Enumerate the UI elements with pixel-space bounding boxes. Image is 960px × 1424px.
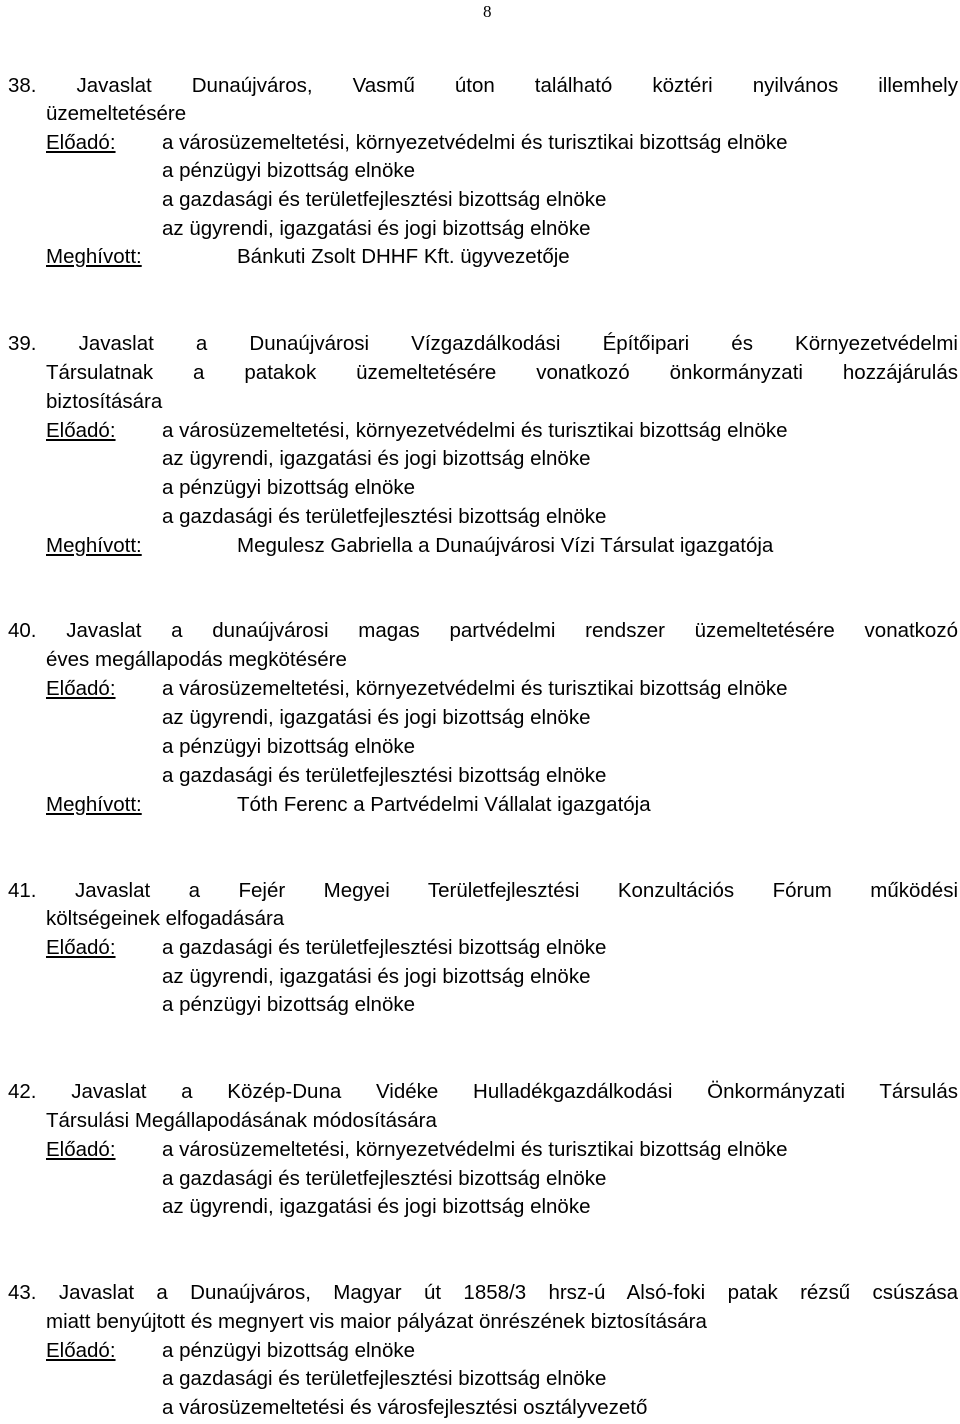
eloado-entry: a városüzemeltetési és városfejlesztési osztályvezető <box>162 1396 648 1419</box>
eloado-entry: az ügyrendi, igazgatási és jogi bizottság elnöke <box>162 217 591 240</box>
page-number: 8 <box>483 2 492 21</box>
eloado-entry: az ügyrendi, igazgatási és jogi bizottság elnöke <box>162 965 591 988</box>
eloado-entry: a városüzemeltetési, környezetvédelmi és turisztikai bizottság elnöke <box>162 677 788 700</box>
eloado-entry: a gazdasági és területfejlesztési bizottság elnöke <box>162 764 607 787</box>
item-title-line: miatt benyújtott és megnyert vis maior pályázat önrészének biztosítására <box>46 1310 707 1333</box>
eloado-entry: a pénzügyi bizottság elnöke <box>162 476 416 499</box>
item-title-line: Társulatnak a patakok üzemeltetésére vonatkozó önkormányzati hozzájárulás <box>46 361 958 384</box>
item-title-line: éves megállapodás megkötésére <box>46 648 347 671</box>
eloado-entry: az ügyrendi, igazgatási és jogi bizottság elnöke <box>162 447 591 470</box>
item-title-line: 40. Javaslat a dunaújvárosi magas partvédelmi rendszer üzemeltetésére vonatkozó <box>8 619 958 642</box>
meghivott-label: Meghívott: <box>46 534 142 557</box>
eloado-entry: a városüzemeltetési, környezetvédelmi és turisztikai bizottság elnöke <box>162 131 788 154</box>
eloado-label: Előadó: <box>46 419 116 442</box>
eloado-entry: a gazdasági és területfejlesztési bizottság elnöke <box>162 1167 607 1190</box>
eloado-label: Előadó: <box>46 677 116 700</box>
eloado-label: Előadó: <box>46 936 116 959</box>
eloado-entry: a városüzemeltetési, környezetvédelmi és turisztikai bizottság elnöke <box>162 1138 788 1161</box>
item-title-line: 41. Javaslat a Fejér Megyei Területfejlesztési Konzultációs Fórum működési <box>8 879 958 902</box>
item-title-line: üzemeltetésére <box>46 102 187 125</box>
item-title-line: 38. Javaslat Dunaújváros, Vasmű úton található köztéri nyilvános illemhely <box>8 74 958 97</box>
item-title-line: biztosítására <box>46 390 163 413</box>
eloado-entry: az ügyrendi, igazgatási és jogi bizottság elnöke <box>162 706 591 729</box>
eloado-label: Előadó: <box>46 1339 116 1362</box>
meghivott-entry: Megulesz Gabriella a Dunaújvárosi Vízi Társulat igazgatója <box>237 534 774 557</box>
eloado-entry: a pénzügyi bizottság elnöke <box>162 735 416 758</box>
eloado-entry: a gazdasági és területfejlesztési bizottság elnöke <box>162 188 607 211</box>
meghivott-label: Meghívott: <box>46 793 142 816</box>
eloado-entry: az ügyrendi, igazgatási és jogi bizottság elnöke <box>162 1195 591 1218</box>
item-title-line: 43. Javaslat a Dunaújváros, Magyar út 1858/3 hrsz-ú Alsó-foki patak rézsű csúszása <box>8 1281 958 1304</box>
eloado-entry: a pénzügyi bizottság elnöke <box>162 159 416 182</box>
eloado-label: Előadó: <box>46 1138 116 1161</box>
eloado-entry: a pénzügyi bizottság elnöke <box>162 993 416 1016</box>
eloado-entry: a gazdasági és területfejlesztési bizottság elnöke <box>162 505 607 528</box>
eloado-entry: a gazdasági és területfejlesztési bizottság elnöke <box>162 1367 607 1390</box>
meghivott-label: Meghívott: <box>46 245 142 268</box>
item-title-line: Társulási Megállapodásának módosítására <box>46 1109 437 1132</box>
item-title-line: 39. Javaslat a Dunaújvárosi Vízgazdálkodási Építőipari és Környezetvédelmi <box>8 332 958 355</box>
meghivott-entry: Bánkuti Zsolt DHHF Kft. ügyvezetője <box>237 245 570 268</box>
item-title-line: 42. Javaslat a Közép-Duna Vidéke Hulladékgazdálkodási Önkormányzati Társulás <box>8 1080 958 1103</box>
eloado-entry: a városüzemeltetési, környezetvédelmi és turisztikai bizottság elnöke <box>162 419 788 442</box>
item-title-line: költségeinek elfogadására <box>46 907 285 930</box>
eloado-label: Előadó: <box>46 131 116 154</box>
meghivott-entry: Tóth Ferenc a Partvédelmi Vállalat igazgatója <box>237 793 651 816</box>
eloado-entry: a pénzügyi bizottság elnöke <box>162 1339 416 1362</box>
eloado-entry: a gazdasági és területfejlesztési bizottság elnöke <box>162 936 607 959</box>
